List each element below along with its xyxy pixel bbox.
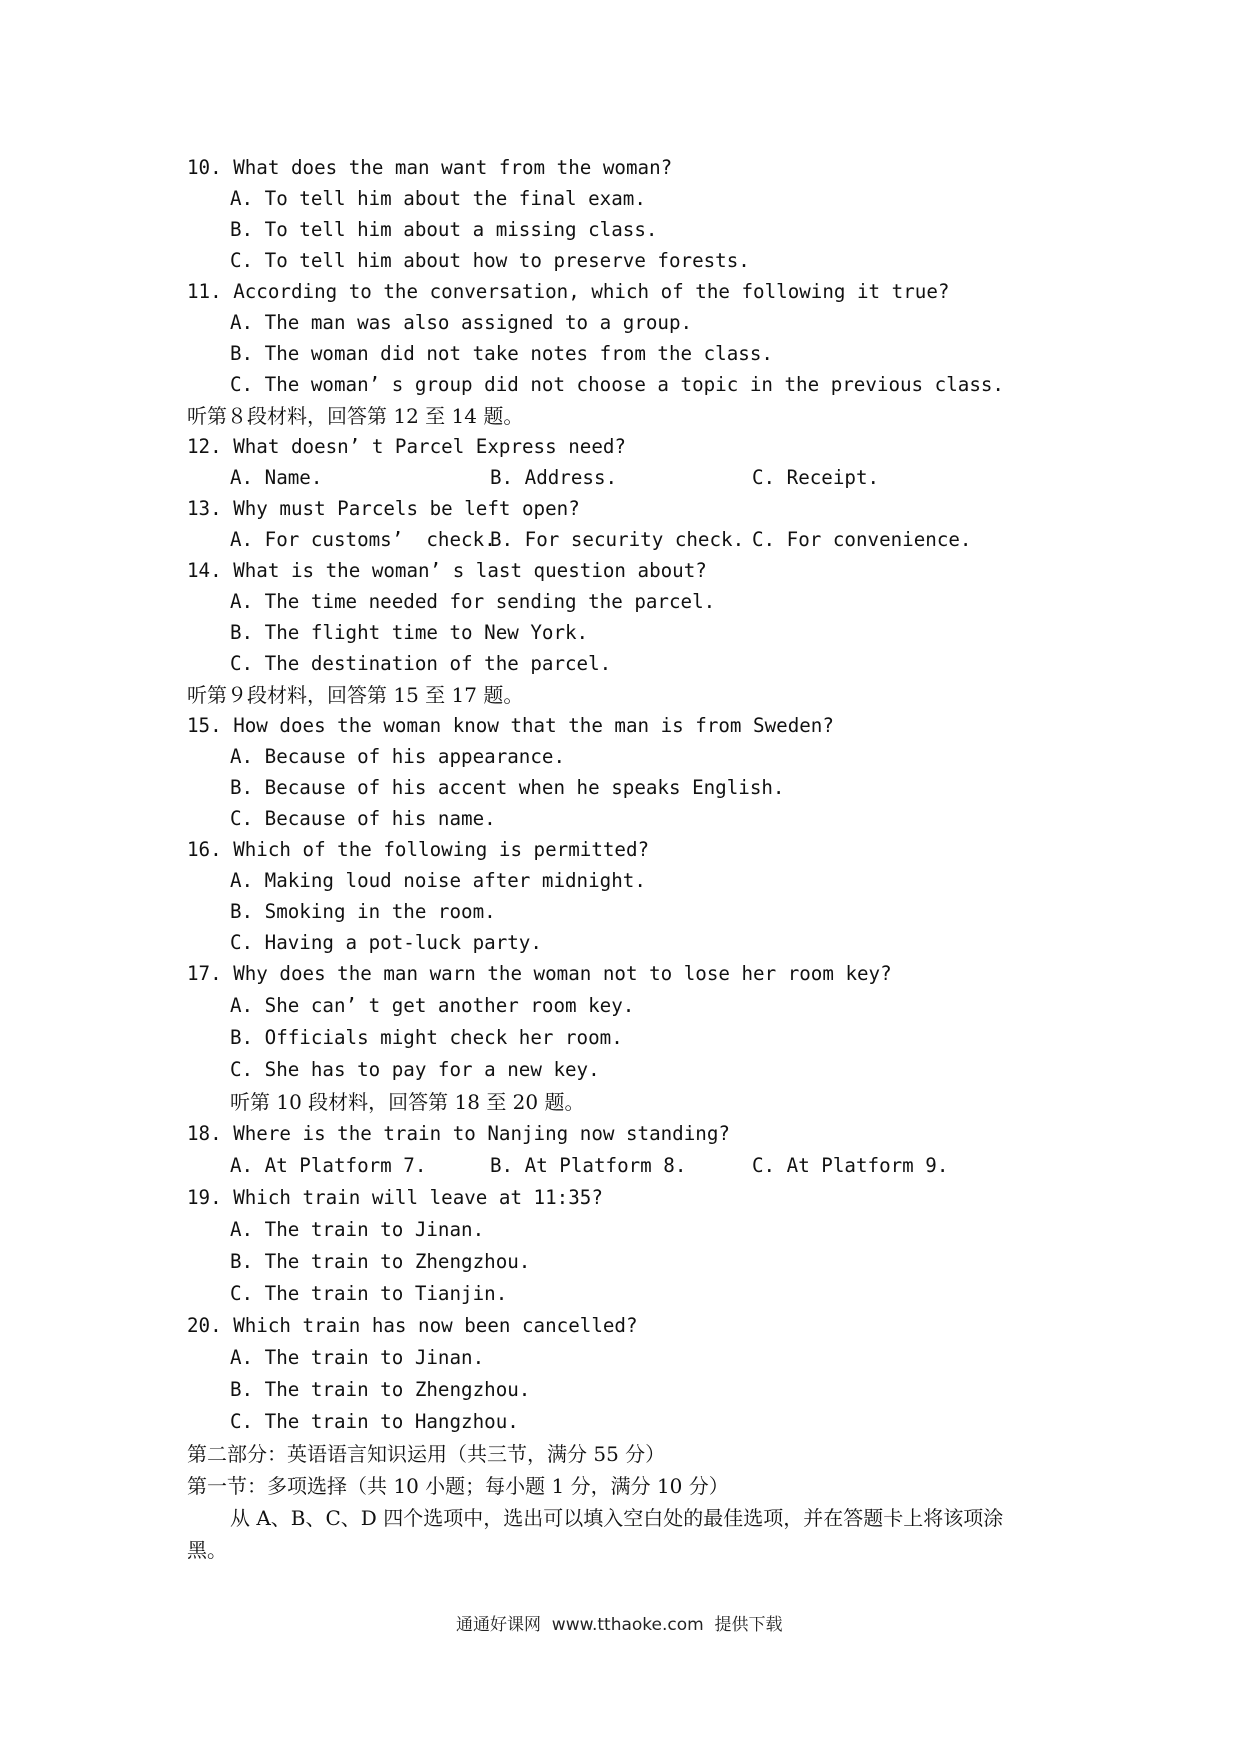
question-20-option-a: A. The train to Jinan. [230, 1346, 485, 1369]
part-two-heading: 第二部分：英语语言知识运用（共三节，满分 55 分） [187, 1442, 666, 1466]
question-16-option-a: A. Making loud noise after midnight. [230, 869, 646, 892]
question-11: 11. According to the conversation, which of the following it true? [187, 280, 950, 303]
question-14: 14. What is the woman’ s last question about? [187, 559, 707, 582]
question-17-option-b: B. Officials might check her room. [230, 1026, 623, 1049]
question-19-option-c: C. The train to Tianjin. [230, 1282, 508, 1305]
question-18: 18. Where is the train to Nanjing now standing? [187, 1122, 730, 1145]
question-13-option-a: A. For customs’ check. [230, 528, 496, 551]
question-14-option-c: C. The destination of the parcel. [230, 652, 612, 675]
question-10-option-b: B. To tell him about a missing class. [230, 218, 658, 241]
question-20: 20. Which train has now been cancelled? [187, 1314, 638, 1337]
question-18-option-c: C. At Platform 9. [752, 1154, 949, 1177]
question-13-option-c: C. For convenience. [752, 528, 972, 551]
question-11-option-b: B. The woman did not take notes from the class. [230, 342, 773, 365]
question-12-option-a: A. Name. [230, 466, 323, 489]
section-heading-9: 听第９段材料，回答第 15 至 17 题。 [187, 683, 524, 707]
question-11-option-a: A. The man was also assigned to a group. [230, 311, 693, 334]
question-20-option-b: B. The train to Zhengzhou. [230, 1378, 531, 1401]
question-17: 17. Why does the man warn the woman not to lose her room key? [187, 962, 892, 985]
part-two-section-one-heading: 第一节：多项选择（共 10 小题；每小题 1 分，满分 10 分） [187, 1474, 729, 1498]
question-14-option-a: A. The time needed for sending the parcel. [230, 590, 716, 613]
question-12-option-c: C. Receipt. [752, 466, 880, 489]
question-17-option-c: C. She has to pay for a new key. [230, 1058, 600, 1081]
question-15-option-a: A. Because of his appearance. [230, 745, 566, 768]
question-15: 15. How does the woman know that the man is from Sweden? [187, 714, 834, 737]
question-17-option-a: A. She can’ t get another room key. [230, 994, 635, 1017]
question-16-option-c: C. Having a pot-luck party. [230, 931, 542, 954]
section-heading-8: 听第８段材料，回答第 12 至 14 题。 [187, 404, 524, 428]
question-10-option-c: C. To tell him about how to preserve forests. [230, 249, 750, 272]
question-19-option-b: B. The train to Zhengzhou. [230, 1250, 531, 1273]
question-12-option-b: B. Address. [490, 466, 618, 489]
question-10: 10. What does the man want from the woman? [187, 156, 673, 179]
question-20-option-c: C. The train to Hangzhou. [230, 1410, 519, 1433]
question-14-option-b: B. The flight time to New York. [230, 621, 589, 644]
instructions-line-1: 从 A、B、C、D 四个选项中，选出可以填入空白处的最佳选项，并在答题卡上将该项涂 [230, 1506, 1004, 1530]
question-19-option-a: A. The train to Jinan. [230, 1218, 485, 1241]
instructions-line-2: 黑。 [187, 1538, 227, 1562]
question-13-option-b: B. For security check. [490, 528, 745, 551]
question-11-option-c: C. The woman’ s group did not choose a topic in the previous class. [230, 373, 1004, 396]
question-16: 16. Which of the following is permitted? [187, 838, 650, 861]
question-12: 12. What doesn’ t Parcel Express need? [187, 435, 626, 458]
question-16-option-b: B. Smoking in the room. [230, 900, 496, 923]
question-18-option-b: B. At Platform 8. [490, 1154, 687, 1177]
page-footer: 通通好课网 www.tthaoke.com 提供下载 [456, 1615, 783, 1635]
question-13: 13. Why must Parcels be left open? [187, 497, 580, 520]
question-18-option-a: A. At Platform 7. [230, 1154, 427, 1177]
question-15-option-c: C. Because of his name. [230, 807, 496, 830]
question-19: 19. Which train will leave at 11:35? [187, 1186, 603, 1209]
question-10-option-a: A. To tell him about the final exam. [230, 187, 646, 210]
question-15-option-b: B. Because of his accent when he speaks English. [230, 776, 785, 799]
section-heading-10: 听第 10 段材料，回答第 18 至 20 题。 [230, 1090, 585, 1114]
